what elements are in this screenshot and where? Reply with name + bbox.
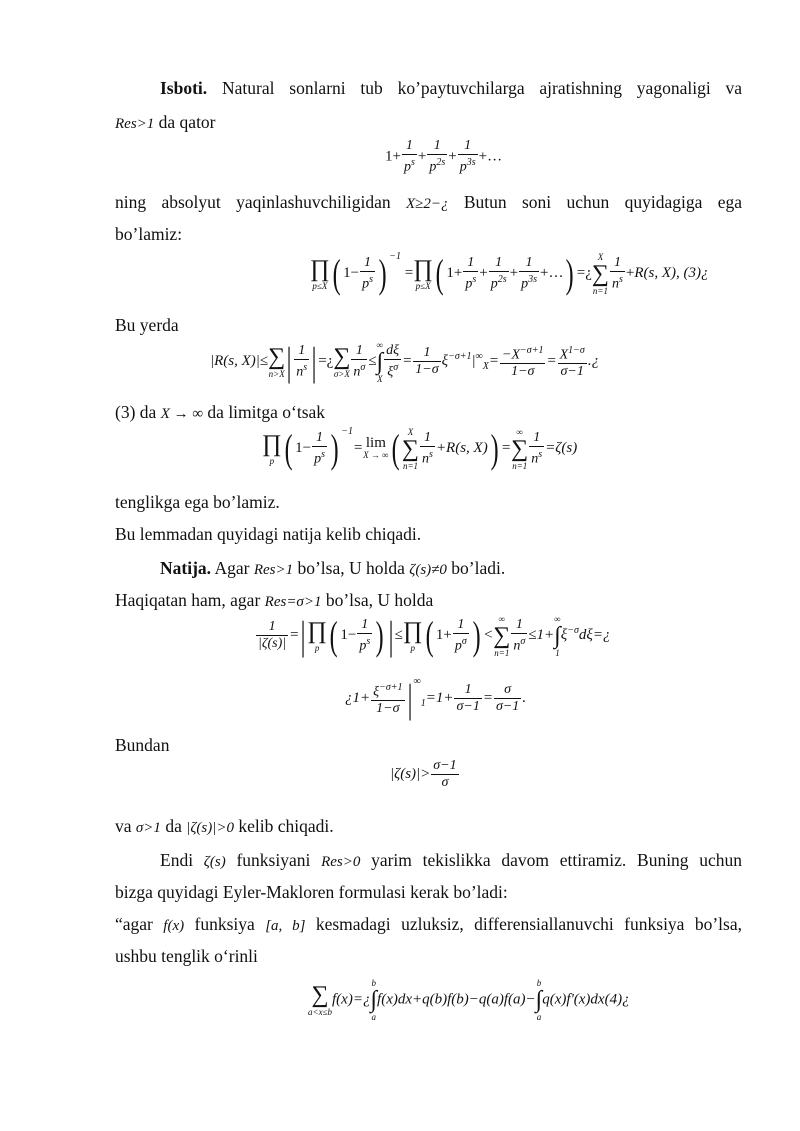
endi-t1: Endi <box>160 850 194 870</box>
corollary-lead: Natija. <box>160 558 212 578</box>
conclude-m1: σ>1 <box>135 820 161 836</box>
conclude-line <box>115 814 334 840</box>
agar-t1: “agar <box>115 914 153 934</box>
agar-line-1 <box>115 912 742 938</box>
tenglik-line: tenglikga ega bo’lamiz. <box>115 492 280 512</box>
proof-lead: Isboti. <box>160 78 208 98</box>
equation-bound: |R(s, X)|≤ ∑ n>X | $\frac{1}{n^s}$ | =¿ ∑ σ>X $\frac{1}{n^\sigma}$ ≤ ∞ ∫ X $\frac{d\xi}{\xi^\sigma}$ = $\frac{1}{1-\sigma}$ $\xi^{-\sigma+1}|^\infty_X=$ $\frac{-X^{-\sigma+1}}{1-\sigma}$ = $\frac{X^{1-\sigma}}{\sigma-1}$ .¿ <box>210 339 600 384</box>
corollary-line <box>160 556 505 582</box>
endi-line-2: bizga quyidagi Eyler-Makloren formulasi kerak bo’ladi: <box>115 882 508 902</box>
proof-line-2 <box>115 110 216 136</box>
endi-t2: funksiyani <box>236 850 311 870</box>
conclude-t1: va <box>115 816 132 836</box>
lemma-result-line: Bu lemmadan quyidagi natija kelib chiqadi. <box>115 524 422 544</box>
endi-m1: ζ(s) <box>203 854 226 870</box>
limit-post: da limitga o‘tsak <box>207 402 326 422</box>
agar-t2: funksiya <box>194 914 255 934</box>
equation-zeta-3: |ζ(s)|> $\frac{\sigma-1}{\sigma}$ <box>390 758 457 790</box>
equation-4: ∑ a<x≤b f(x)=¿ b ∫ a f(x)dx+q(b)f(b)−q(a)f(a)− b ∫ a q(x)f'(x)dx(4)¿ <box>308 978 630 1022</box>
corollary-t2: bo’lsa, U holda <box>297 558 405 578</box>
p2-text-1: ning absolyut yaqinlashuvchiligidan <box>115 192 391 212</box>
agar-m2: [a, b] <box>265 918 306 934</box>
conclude-t3: kelib chiqadi. <box>238 816 334 836</box>
conclude-t2: da <box>165 816 182 836</box>
corollary-m1: Res>1 <box>253 562 294 578</box>
equation-3: ∏ p≤X ( 1− $\frac{1}{p^s}$ ) $^{-1}$ = ∏ p≤X ( 1+ $\frac{1}{p^s}$ + $\frac{1}{p^{2s}}$ + $\frac{1}{p^{3s}}$ +…) =¿ X ∑ n=1 $\frac{1}{n^s}$ +R(s, X), (3)¿ <box>310 250 709 296</box>
agar-m1: f(x) <box>163 918 185 934</box>
limit-pre: (3) da <box>115 402 157 422</box>
paragraph-2-line-2: bo’lamiz: <box>115 224 183 244</box>
math-x-to-inf: X → ∞ <box>160 406 204 422</box>
math-x-geq-2: X≥2−¿ <box>406 196 449 212</box>
proof-line-1 <box>160 76 742 100</box>
proof-text-2: da qator <box>158 112 216 132</box>
bu-yerda-1: Bu yerda <box>115 315 179 335</box>
agar-t3: kesmadagi uzluksiz, differensiallanuvchi funksiya bo’lsa, <box>315 914 742 934</box>
haqiqatan-t2: bo’lsa, U holda <box>325 590 434 610</box>
endi-m2: Res>0 <box>321 854 361 870</box>
agar-line-2: ushbu tenglik o‘rinli <box>115 946 258 966</box>
paragraph-2-line-1 <box>115 190 742 216</box>
limit-line <box>115 400 325 426</box>
bundan-line: Bundan <box>115 735 170 755</box>
equation-zeta-1: $\frac{1}{|\zeta(s)|}$ =| ∏ p ( 1− $\frac{1}{p^s}$ ) | ≤ ∏ p ( 1+ $\frac{1}{p^\sigma}$ ) < ∞ ∑ n=1 $\frac{1}{n^\sigma}$ ≤1+ ∞ ∫ 1 $\xi^{-\sigma}d\xi=¿$ <box>258 613 611 658</box>
endi-t3: yarim tekislikka davom ettiramiz. Buning uchun <box>371 850 743 870</box>
corollary-t1: Agar <box>214 558 250 578</box>
equation-zeta-2: ¿1+ $\frac{\xi^{-\sigma+1}}{1-\sigma}$ | ∞$_1$=1+ $\frac{1}{\sigma-1}$ = $\frac{\sigma}{\sigma-1}$ . <box>345 675 527 721</box>
p2-text-2: Butun soni uchun quyidagiga ega <box>463 192 743 212</box>
corollary-t3: bo’ladi. <box>451 558 506 578</box>
endi-line-1 <box>160 848 742 874</box>
math-res-gt-1: Res>1 <box>115 116 155 132</box>
haqiqatan-t1: Haqiqatan ham, agar <box>115 590 261 610</box>
haqiqatan-m1: Res=σ>1 <box>264 594 322 610</box>
conclude-m2: |ζ(s)|>0 <box>186 820 234 836</box>
corollary-m2: ζ(s)≠0 <box>409 562 447 578</box>
equation-limit: ∏ p ( 1− $\frac{1}{p^s}$ ) $^{-1}$= lim X → ∞ ( X ∑ n=1 $\frac{1}{n^s}$ +R(s, X)) = ∞ ∑ n=1 $\frac{1}{n^s}$ =ζ(s) <box>262 425 578 471</box>
equation-series: 1+ $\frac{1}{p^s}$ + $\frac{1}{p^{2s}}$ + $\frac{1}{p^{3s}}$ +… <box>385 138 503 175</box>
haqiqatan-line <box>115 588 433 614</box>
proof-text-1: Natural sonlarni tub ko’paytuvchilarga ajratishning yagonaligi va <box>221 78 742 98</box>
